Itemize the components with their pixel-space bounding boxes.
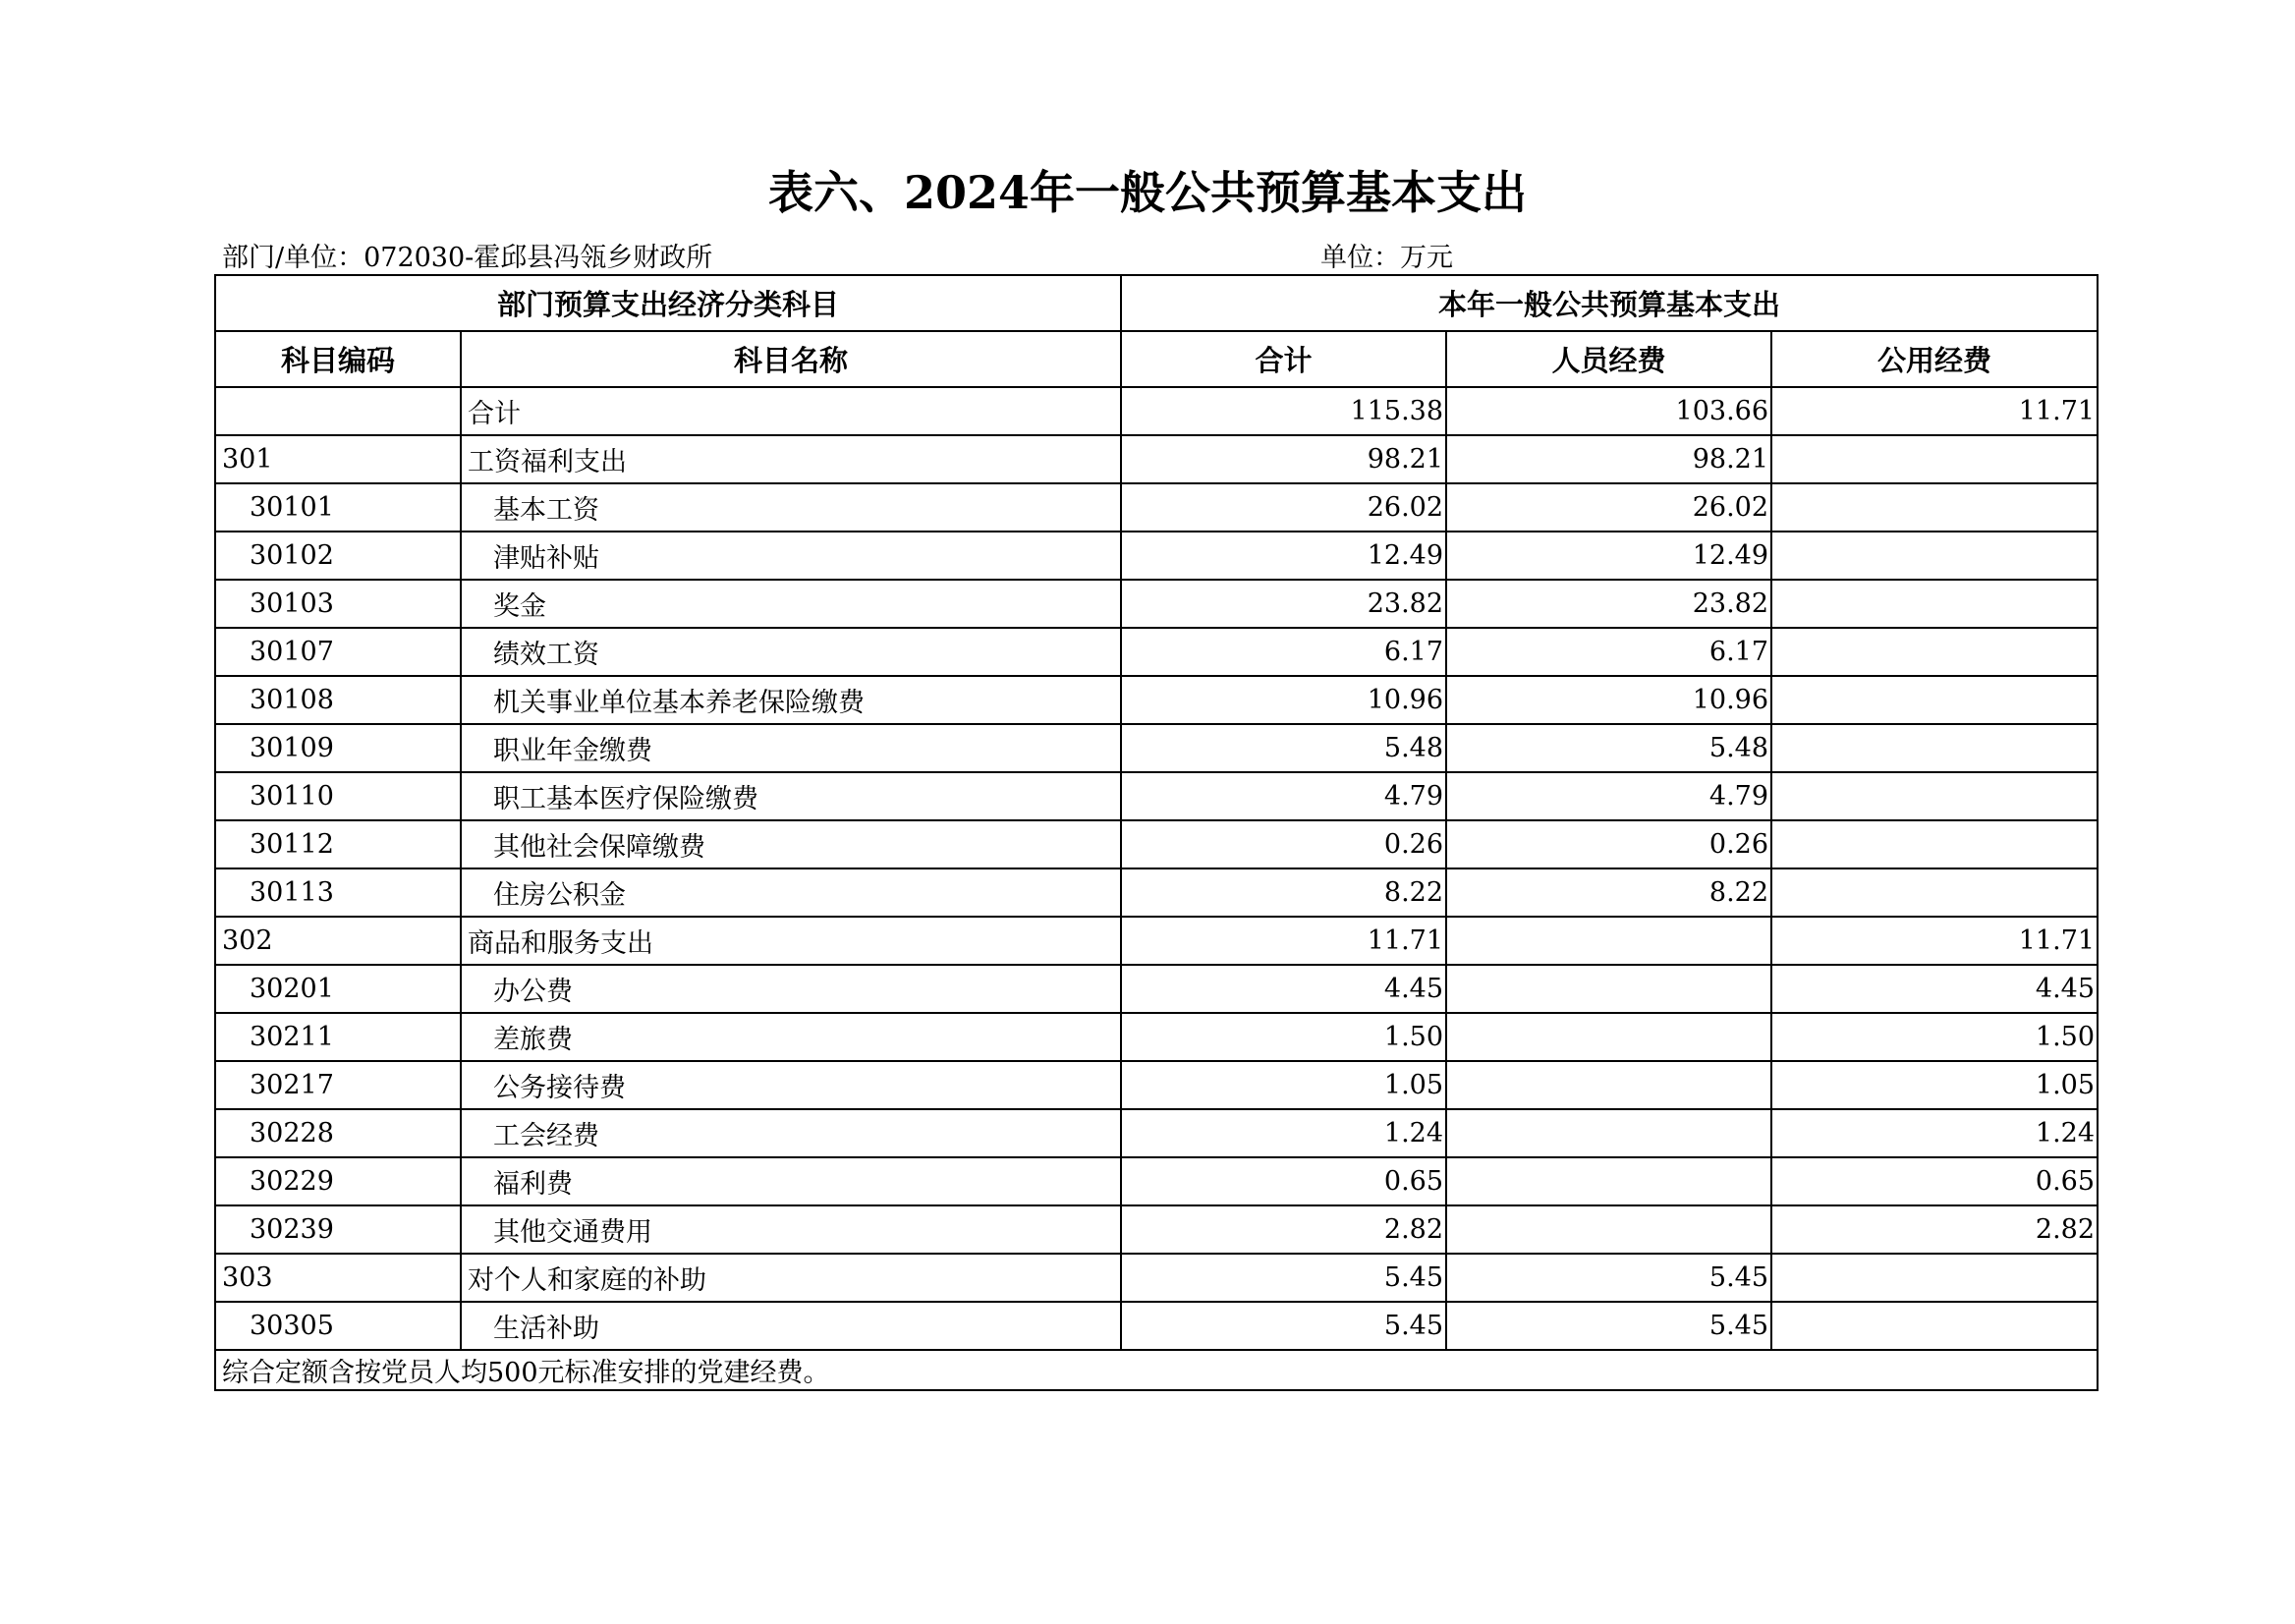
table-body — [215, 387, 2098, 1350]
cell-code: 30217 — [215, 1061, 461, 1109]
cell-total: 12.49 — [1121, 532, 1446, 580]
cell-public: 4.45 — [1771, 965, 2098, 1013]
cell-name: 合计 — [461, 387, 1121, 435]
cell-name: 其他交通费用 — [461, 1205, 1121, 1254]
cell-name: 商品和服务支出 — [461, 917, 1121, 965]
table-row — [215, 724, 2098, 772]
cell-public — [1771, 820, 2098, 868]
header-total: 合计 — [1121, 331, 1446, 387]
cell-code: 303 — [215, 1254, 461, 1302]
table-row — [215, 676, 2098, 724]
cell-name: 绩效工资 — [461, 628, 1121, 676]
cell-code: 302 — [215, 917, 461, 965]
cell-total: 26.02 — [1121, 483, 1446, 532]
cell-name: 职业年金缴费 — [461, 724, 1121, 772]
cell-total: 115.38 — [1121, 387, 1446, 435]
cell-total: 8.22 — [1121, 868, 1446, 917]
cell-total: 1.24 — [1121, 1109, 1446, 1157]
cell-public — [1771, 868, 2098, 917]
cell-personnel: 6.17 — [1446, 628, 1771, 676]
cell-name: 福利费 — [461, 1157, 1121, 1205]
cell-total: 2.82 — [1121, 1205, 1446, 1254]
table-row — [215, 387, 2098, 435]
cell-name: 职工基本医疗保险缴费 — [461, 772, 1121, 820]
cell-personnel: 10.96 — [1446, 676, 1771, 724]
cell-public — [1771, 483, 2098, 532]
cell-personnel: 5.45 — [1446, 1302, 1771, 1350]
header-group-right: 本年一般公共预算基本支出 — [1121, 275, 2098, 331]
cell-name: 差旅费 — [461, 1013, 1121, 1061]
cell-public — [1771, 628, 2098, 676]
budget-table — [214, 274, 2099, 1391]
table-row — [215, 1205, 2098, 1254]
table-row — [215, 965, 2098, 1013]
cell-total: 1.50 — [1121, 1013, 1446, 1061]
header-personnel: 人员经费 — [1446, 331, 1771, 387]
table-row — [215, 1254, 2098, 1302]
table-row — [215, 628, 2098, 676]
table-row — [215, 580, 2098, 628]
cell-code: 30102 — [215, 532, 461, 580]
cell-public: 1.50 — [1771, 1013, 2098, 1061]
table-row — [215, 532, 2098, 580]
cell-total: 0.65 — [1121, 1157, 1446, 1205]
cell-name: 办公费 — [461, 965, 1121, 1013]
cell-total: 5.45 — [1121, 1302, 1446, 1350]
cell-code: 30113 — [215, 868, 461, 917]
cell-personnel: 23.82 — [1446, 580, 1771, 628]
cell-personnel: 5.45 — [1446, 1254, 1771, 1302]
cell-total: 0.26 — [1121, 820, 1446, 868]
cell-total: 11.71 — [1121, 917, 1446, 965]
cell-code: 301 — [215, 435, 461, 483]
cell-name: 工会经费 — [461, 1109, 1121, 1157]
cell-personnel — [1446, 1061, 1771, 1109]
cell-code — [215, 387, 461, 435]
cell-name: 公务接待费 — [461, 1061, 1121, 1109]
table-row — [215, 917, 2098, 965]
cell-name: 津贴补贴 — [461, 532, 1121, 580]
cell-code: 30110 — [215, 772, 461, 820]
cell-personnel — [1446, 1205, 1771, 1254]
page-title: 表六、2024年一般公共预算基本支出 — [767, 166, 1528, 219]
header-public: 公用经费 — [1771, 331, 2098, 387]
table-row — [215, 483, 2098, 532]
cell-name: 其他社会保障缴费 — [461, 820, 1121, 868]
cell-public — [1771, 532, 2098, 580]
cell-code: 30305 — [215, 1302, 461, 1350]
cell-name: 住房公积金 — [461, 868, 1121, 917]
cell-total: 23.82 — [1121, 580, 1446, 628]
cell-personnel: 4.79 — [1446, 772, 1771, 820]
header-group-row — [215, 275, 2098, 331]
cell-personnel: 26.02 — [1446, 483, 1771, 532]
table-row — [215, 1157, 2098, 1205]
cell-code: 30103 — [215, 580, 461, 628]
table-row — [215, 1061, 2098, 1109]
unit-label: 单位：万元 — [1320, 243, 1453, 273]
cell-code: 30107 — [215, 628, 461, 676]
cell-name: 基本工资 — [461, 483, 1121, 532]
cell-name: 生活补助 — [461, 1302, 1121, 1350]
cell-personnel: 8.22 — [1446, 868, 1771, 917]
cell-public — [1771, 724, 2098, 772]
cell-name: 对个人和家庭的补助 — [461, 1254, 1121, 1302]
cell-personnel: 103.66 — [1446, 387, 1771, 435]
cell-public — [1771, 580, 2098, 628]
cell-total: 6.17 — [1121, 628, 1446, 676]
cell-personnel: 98.21 — [1446, 435, 1771, 483]
cell-public — [1771, 435, 2098, 483]
cell-total: 1.05 — [1121, 1061, 1446, 1109]
cell-public: 0.65 — [1771, 1157, 2098, 1205]
header-name: 科目名称 — [461, 331, 1121, 387]
table-row — [215, 820, 2098, 868]
table-row — [215, 772, 2098, 820]
cell-public: 1.05 — [1771, 1061, 2098, 1109]
cell-code: 30211 — [215, 1013, 461, 1061]
cell-code: 30112 — [215, 820, 461, 868]
cell-code: 30101 — [215, 483, 461, 532]
cell-name: 机关事业单位基本养老保险缴费 — [461, 676, 1121, 724]
cell-personnel — [1446, 1013, 1771, 1061]
cell-code: 30109 — [215, 724, 461, 772]
department-label: 部门/单位：072030-霍邱县冯瓴乡财政所 — [222, 243, 713, 273]
table-row — [215, 868, 2098, 917]
cell-total: 5.45 — [1121, 1254, 1446, 1302]
header-column-row — [215, 331, 2098, 387]
header-group-left: 部门预算支出经济分类科目 — [215, 275, 1121, 331]
table-row — [215, 1109, 2098, 1157]
cell-public — [1771, 772, 2098, 820]
cell-personnel — [1446, 917, 1771, 965]
cell-total: 5.48 — [1121, 724, 1446, 772]
footer-row — [215, 1350, 2098, 1390]
table-row — [215, 1302, 2098, 1350]
footer-note: 综合定额含按党员人均500元标准安排的党建经费。 — [215, 1350, 2098, 1390]
cell-public — [1771, 1254, 2098, 1302]
cell-personnel: 0.26 — [1446, 820, 1771, 868]
cell-code: 30229 — [215, 1157, 461, 1205]
cell-public: 11.71 — [1771, 917, 2098, 965]
table-row — [215, 435, 2098, 483]
cell-public: 2.82 — [1771, 1205, 2098, 1254]
cell-name: 工资福利支出 — [461, 435, 1121, 483]
cell-name: 奖金 — [461, 580, 1121, 628]
cell-code: 30239 — [215, 1205, 461, 1254]
cell-total: 10.96 — [1121, 676, 1446, 724]
cell-personnel — [1446, 1157, 1771, 1205]
cell-code: 30228 — [215, 1109, 461, 1157]
header-code: 科目编码 — [215, 331, 461, 387]
table-row — [215, 1013, 2098, 1061]
cell-personnel — [1446, 965, 1771, 1013]
cell-code: 30108 — [215, 676, 461, 724]
cell-personnel — [1446, 1109, 1771, 1157]
cell-public — [1771, 676, 2098, 724]
cell-public — [1771, 1302, 2098, 1350]
cell-total: 98.21 — [1121, 435, 1446, 483]
cell-personnel: 12.49 — [1446, 532, 1771, 580]
cell-total: 4.79 — [1121, 772, 1446, 820]
cell-personnel: 5.48 — [1446, 724, 1771, 772]
cell-code: 30201 — [215, 965, 461, 1013]
cell-total: 4.45 — [1121, 965, 1446, 1013]
cell-public: 1.24 — [1771, 1109, 2098, 1157]
cell-public: 11.71 — [1771, 387, 2098, 435]
